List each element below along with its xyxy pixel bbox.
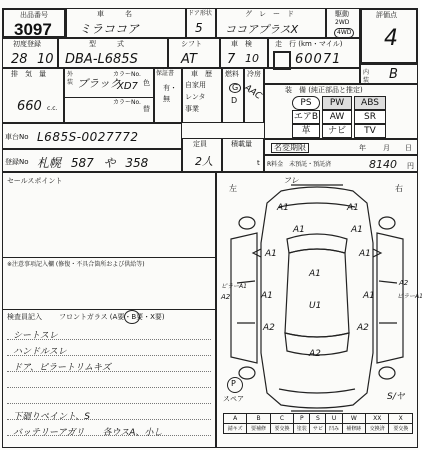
grade-label: グ レ ー ド — [245, 10, 294, 18]
reg-cell — [2, 149, 182, 172]
legend-code-b: B — [247, 414, 270, 424]
remarks-section — [2, 172, 216, 448]
door: 5 — [195, 21, 203, 35]
mileage-label: 走 行 (km・マイル) — [275, 40, 343, 48]
vehicle-name-label: 車 名 — [97, 10, 132, 18]
recycle-label: R料金 未預託・預託済 — [267, 161, 332, 168]
damage-mark-10: U1 — [309, 301, 322, 311]
legend-name-p: 塗装 — [294, 424, 310, 434]
exterior-label: 外装 — [67, 71, 74, 86]
legend-code-u: U — [326, 414, 342, 424]
damage-mark-3: A1 — [293, 225, 305, 235]
legend-code-x: X — [389, 414, 413, 424]
title-change-label: 名変期限 — [271, 143, 309, 153]
equip-abs: ABS — [354, 96, 386, 110]
damage-legend — [223, 413, 413, 434]
color-label: 色 — [143, 79, 150, 87]
reg-label: 登録No — [5, 158, 29, 166]
fuel-cell — [222, 68, 244, 123]
legend-codes-row — [224, 414, 413, 424]
damage-mark-6: A1 — [359, 249, 371, 259]
car-diagram — [217, 183, 417, 413]
legend-code-p: P — [294, 414, 310, 424]
lot-number-cell — [2, 8, 66, 38]
recycle-amount: 8140 — [369, 158, 397, 171]
fuel-d: D — [231, 96, 238, 105]
chassis-label: 車台No — [5, 133, 29, 141]
legend-names-row — [224, 424, 413, 434]
vehicle-name-cell — [66, 8, 186, 38]
legend-name-xx: 交換済 — [366, 424, 389, 434]
drive-label: 駆動 — [335, 10, 349, 18]
usage-item-1: 自家用 — [185, 81, 206, 89]
sales-points-label: セールスポイント — [7, 177, 63, 185]
legend-code-c: C — [270, 414, 293, 424]
inspection-month: 10 — [245, 52, 259, 65]
displacement-cell — [2, 68, 64, 123]
load-unit: t — [257, 159, 260, 167]
usage-label: 車 歴 — [191, 70, 212, 78]
usage-item-3: 事業 — [185, 105, 199, 113]
side-note-4: ピラーA1 — [397, 293, 423, 300]
chassis-cell — [2, 123, 182, 149]
legend-name-w: 補修跡 — [342, 424, 365, 434]
side-note-3: A2 — [399, 279, 409, 287]
notes-label: ※注意事項記入欄 (修復・不具合箇所および供給等) — [7, 261, 145, 268]
score-cell — [360, 8, 418, 64]
legend-name-x: 要交換 — [389, 424, 413, 434]
equip-airbag: エアB — [292, 110, 320, 125]
year-label: 年 — [359, 144, 366, 152]
equip-pw: PW — [322, 96, 352, 110]
inspection-label: 車 検 — [231, 40, 252, 48]
grade-cell — [216, 8, 326, 38]
reg: 札幌 587 や 358 — [37, 156, 149, 170]
capacity-cell — [182, 138, 222, 172]
grade: ココアプラスX — [225, 23, 299, 36]
color-no-label: カラーNo. — [113, 71, 141, 78]
title-change-cell — [264, 139, 418, 155]
recycle-unit: 円 — [407, 162, 414, 170]
legend-name-s: サビ — [310, 424, 326, 434]
equip-sr: SR — [354, 110, 386, 124]
equip-aw: AW — [322, 110, 352, 124]
damage-mark-9: A1 — [363, 291, 375, 301]
lot-number-label: 出品番号 — [20, 11, 48, 19]
legend-name-a: 錆キズ — [224, 424, 247, 434]
diagram-right-label: 右 — [395, 184, 403, 193]
side-note-1: ピラーA1 — [221, 283, 247, 290]
capacity-label: 定員 — [193, 140, 207, 148]
load-label: 積載量 — [231, 140, 252, 148]
legend-name-b: 要補修 — [247, 424, 270, 434]
bottom-right-note: S/ヤ — [387, 392, 405, 402]
color-no: XD7 — [117, 81, 138, 92]
equip-ps: PS — [292, 96, 320, 110]
model-cell — [58, 38, 168, 68]
damage-mark-2: A1 — [347, 203, 359, 213]
lot-number: 3097 — [14, 20, 52, 39]
model: DBA-L685S — [65, 52, 138, 67]
diagram-top-note: フレ — [283, 176, 299, 185]
first-reg-label: 初度登録 — [13, 40, 41, 48]
front-glass-label: フロントガラス (A要・B要・X要) — [59, 313, 165, 321]
score: 4 — [384, 26, 398, 51]
load-cell — [222, 138, 264, 172]
equipment-label: 装 備 (純正部品と推定) — [285, 86, 363, 94]
damage-mark-4: A1 — [351, 225, 363, 235]
interior-color-label: 替 — [143, 105, 150, 113]
usage-item-2: レンタ — [185, 93, 206, 101]
displacement: 660 — [17, 99, 42, 114]
legend-name-u: 凹み — [326, 424, 342, 434]
interior: B — [389, 67, 398, 82]
door-cell — [186, 8, 216, 38]
inspector-note-1: シートスレ — [13, 331, 58, 341]
mileage-cell — [268, 38, 360, 68]
warranty-label: 保証書 — [156, 70, 175, 77]
interior-color-no-label: カラーNo. — [113, 99, 141, 106]
damage-mark-1: A1 — [277, 203, 289, 213]
equip-navi: ナビ — [322, 124, 352, 138]
door-label: ドア形状 — [188, 10, 212, 17]
shift-cell — [168, 38, 220, 68]
spare-label: スペア — [223, 395, 244, 403]
drive-2wd: 2WD — [335, 19, 350, 26]
damage-mark-7: A1 — [261, 291, 273, 301]
inspector-note-3: ドア、ピラートリムキズ — [13, 363, 111, 373]
legend-name-c: 要交換 — [270, 424, 293, 434]
damage-mark-12: A2 — [357, 323, 369, 333]
legend-code-xx: XX — [366, 414, 389, 424]
vehicle-name: ミラココア — [79, 22, 140, 36]
interior-cell — [360, 64, 418, 84]
interior-label: 内装 — [363, 69, 370, 84]
inspector-note-8: バッテリーアガリ 各ウスA、小し — [13, 428, 163, 438]
damage-mark-5: A1 — [265, 249, 277, 259]
recycle-cell — [264, 155, 418, 172]
first-reg-cell — [2, 38, 58, 68]
month-label: 月 — [383, 144, 390, 152]
chassis: L685S-0027772 — [37, 130, 139, 144]
damage-mark-13: A2 — [309, 349, 321, 359]
spare-mark: P — [231, 379, 236, 388]
displacement-label: 排 気 量 — [11, 70, 46, 78]
shift: AT — [181, 52, 197, 67]
fuel-label: 燃料 — [225, 70, 239, 78]
model-label: 型 式 — [89, 40, 124, 48]
fuel-g: G — [229, 83, 241, 93]
warranty: 有・無 — [163, 84, 177, 103]
diagram-left-label: 左 — [229, 184, 237, 193]
inspector-label: 検査員記入 — [7, 313, 42, 321]
exterior: ブラック — [77, 77, 121, 90]
legend-code-a: A — [224, 414, 247, 424]
first-reg-month: 10 — [37, 52, 54, 67]
ac-label: 冷房 — [247, 70, 261, 78]
ac-cell — [244, 68, 264, 123]
equip-leather: 革 — [292, 124, 320, 138]
usage-cell — [182, 68, 222, 123]
equipment-header-cell — [264, 68, 360, 84]
inspection-cell — [220, 38, 268, 68]
ac: AAC — [242, 83, 264, 102]
exterior-cell — [64, 68, 154, 123]
damage-mark-8: A1 — [309, 269, 321, 279]
legend-code-w: W — [342, 414, 365, 424]
score-label: 評価点 — [376, 11, 397, 19]
equip-tv: TV — [354, 124, 386, 138]
first-reg-year: 28 — [11, 52, 28, 67]
warranty-cell — [154, 68, 182, 123]
inspector-note-2: ハンドルスレ — [13, 347, 67, 357]
inspection-year: 7 — [227, 52, 236, 67]
damage-diagram-section — [216, 172, 423, 448]
displacement-unit: c.c. — [47, 105, 58, 112]
capacity: 2人 — [195, 155, 213, 168]
inspector-note-7: 下廻りペイント、S — [13, 412, 90, 422]
drive-4wd: 4WD — [334, 28, 354, 38]
day-label: 日 — [405, 144, 412, 152]
mileage: 60071 — [295, 52, 342, 67]
legend-code-s: S — [310, 414, 326, 424]
shift-label: シフト — [181, 40, 202, 48]
side-note-2: A2 — [221, 293, 231, 301]
damage-mark-11: A2 — [263, 323, 275, 333]
drive-cell — [326, 8, 360, 38]
front-glass-circle — [124, 310, 140, 324]
